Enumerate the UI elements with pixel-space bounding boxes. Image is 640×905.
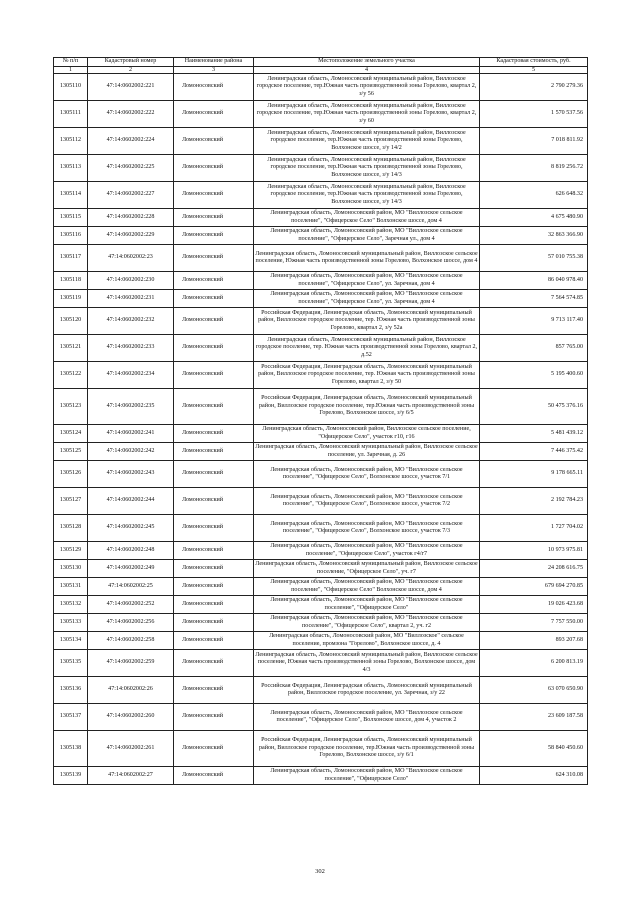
cadastral-number-cell: 47:14:0602002:232 <box>88 308 174 335</box>
cadastral-number-cell: 47:14:0602002:227 <box>88 182 174 209</box>
district-cell: Ломоносовский <box>174 245 254 272</box>
table-row <box>54 101 588 128</box>
location-cell: Ленинградская область, Ломоносовский район, МО "Виллозское сельское поселение", "Офицерское Село" <box>254 596 480 614</box>
cadastral-value-cell: 626 648.32 <box>480 182 588 209</box>
row-number-cell: 1305126 <box>54 461 88 488</box>
cadastral-value-cell: 24 208 616.75 <box>480 560 588 578</box>
cadastral-number-cell: 47:14:0602002:27 <box>88 767 174 785</box>
district-cell: Ломоносовский <box>174 542 254 560</box>
district-cell: Ломоносовский <box>174 704 254 731</box>
table-row <box>54 596 588 614</box>
cadastral-number-cell: 47:14:0602002:245 <box>88 515 174 542</box>
table-row <box>54 272 588 290</box>
cadastral-value-cell: 2 192 784.23 <box>480 488 588 515</box>
location-cell: Ленинградская область, Ломоносовский район, МО "Виллозское сельское поселение", "Офицерское Село", ул. Заречная, дом 4 <box>254 290 480 308</box>
district-cell: Ломоносовский <box>174 209 254 227</box>
location-cell: Российская Федерация, Ленинградская область, Ломоносовский муниципальный район, Виллозское городское поселение, тер.Южная часть производственной зоны Горелово, Волхонское шоссе, з/у 6/5 <box>254 389 480 425</box>
table-row <box>54 443 588 461</box>
row-number-cell: 1305117 <box>54 245 88 272</box>
row-number-cell: 1305125 <box>54 443 88 461</box>
table-row <box>54 488 588 515</box>
row-number-cell: 1305133 <box>54 614 88 632</box>
location-cell: Ленинградская область, Ломоносовский район, МО "Виллозское сельское поселение", "Офицерское Село", ул. Заречная, дом 4 <box>254 272 480 290</box>
cadastral-number-cell: 47:14:0602002:248 <box>88 542 174 560</box>
location-cell: Ленинградская область, Ломоносовский район, МО "Виллозское сельское поселение", "Офицерское Село", Волхонское шоссе, участок 7/2 <box>254 488 480 515</box>
table-row <box>54 209 588 227</box>
cadastral-number-cell: 47:14:0602002:244 <box>88 488 174 515</box>
district-cell: Ломоносовский <box>174 101 254 128</box>
cadastral-value-cell: 1 570 537.56 <box>480 101 588 128</box>
cadastral-value-cell: 63 070 650.90 <box>480 677 588 704</box>
location-cell: Ленинградская область, Ломоносовский район, МО "Виллозское сельское поселение", "Офицерское Село" Волхонское шоссе, дом 4 <box>254 578 480 596</box>
page-number: 302 <box>315 868 325 875</box>
cadastral-value-cell: 4 675 480.90 <box>480 209 588 227</box>
row-number-cell: 1305110 <box>54 74 88 101</box>
cadastral-value-cell: 8 819 256.72 <box>480 155 588 182</box>
district-cell: Ломоносовский <box>174 389 254 425</box>
row-number-cell: 1305111 <box>54 101 88 128</box>
table-row <box>54 290 588 308</box>
row-number-cell: 1305118 <box>54 272 88 290</box>
table-row <box>54 308 588 335</box>
district-cell: Ломоносовский <box>174 290 254 308</box>
table-row <box>54 578 588 596</box>
row-number-cell: 1305129 <box>54 542 88 560</box>
row-number-cell: 1305121 <box>54 335 88 362</box>
cadastral-number-cell: 47:14:0602002:23 <box>88 245 174 272</box>
location-cell: Российская Федерация, Ленинградская область, Ломоносовский муниципальный район, Виллозское городское поселение, ул. Заречная, з/у 22 <box>254 677 480 704</box>
cadastral-value-cell: 10 973 975.81 <box>480 542 588 560</box>
cadastral-number-cell: 47:14:0602002:249 <box>88 560 174 578</box>
row-number-cell: 1305135 <box>54 650 88 677</box>
row-number-cell: 1305115 <box>54 209 88 227</box>
cadastral-value-cell: 857 765.00 <box>480 335 588 362</box>
table-row <box>54 155 588 182</box>
location-cell: Ленинградская область, Ломоносовский муниципальный район, Виллозское сельское поселение, Южная часть производственной зоны Горелово, Волхонское шоссе, дом 4/3 <box>254 650 480 677</box>
cadastral-value-cell: 50 475 376.16 <box>480 389 588 425</box>
district-cell: Ломоносовский <box>174 335 254 362</box>
table-row <box>54 335 588 362</box>
location-cell: Ленинградская область, Ломоносовский район, МО "Виллозское сельское поселение", "Офицерское Село", квартал 2, уч. г2 <box>254 614 480 632</box>
district-cell: Ломоносовский <box>174 767 254 785</box>
row-number-cell: 1305134 <box>54 632 88 650</box>
district-cell: Ломоносовский <box>174 425 254 443</box>
row-number-cell: 1305122 <box>54 362 88 389</box>
table-row <box>54 227 588 245</box>
cadastral-number-cell: 47:14:0602002:224 <box>88 128 174 155</box>
cadastral-value-cell: 7 757 550.00 <box>480 614 588 632</box>
table-row <box>54 128 588 155</box>
cadastral-number-cell: 47:14:0602002:229 <box>88 227 174 245</box>
row-number-cell: 1305136 <box>54 677 88 704</box>
table-row <box>54 461 588 488</box>
cadastral-value-cell: 5 195 400.60 <box>480 362 588 389</box>
district-cell: Ломоносовский <box>174 596 254 614</box>
table-row <box>54 560 588 578</box>
column-number: 5 <box>480 67 588 74</box>
district-cell: Ломоносовский <box>174 560 254 578</box>
row-number-cell: 1305132 <box>54 596 88 614</box>
header-row-number: № п/п <box>54 58 88 67</box>
district-cell: Ломоносовский <box>174 614 254 632</box>
cadastral-number-cell: 47:14:0602002:228 <box>88 209 174 227</box>
location-cell: Ленинградская область, Ломоносовский муниципальный район, Виллозское сельское поселение, "Офицерское Село", уч. г7 <box>254 560 480 578</box>
location-cell: Ленинградская область, Ломоносовский район, МО "Виллозское сельское поселение", "Офицерское Село", Волхонское шоссе, участок 7/1 <box>254 461 480 488</box>
district-cell: Ломоносовский <box>174 515 254 542</box>
table-row <box>54 182 588 209</box>
district-cell: Ломоносовский <box>174 731 254 767</box>
cadastral-number-cell: 47:14:0602002:25 <box>88 578 174 596</box>
cadastral-number-cell: 47:14:0602002:234 <box>88 362 174 389</box>
column-number: 4 <box>254 67 480 74</box>
table-row <box>54 389 588 425</box>
table-row <box>54 542 588 560</box>
location-cell: Ленинградская область, Ломоносовский район, МО "Виллозское сельское поселение", "Офицерское Село" Волхонское шоссе, дом 4 <box>254 209 480 227</box>
district-cell: Ломоносовский <box>174 488 254 515</box>
location-cell: Ленинградская область, Ломоносовский район, МО "Виллозское сельское поселение", "Офицерское Село", Волхонское шоссе, участок 7/3 <box>254 515 480 542</box>
table-header-row <box>54 58 588 67</box>
district-cell: Ломоносовский <box>174 362 254 389</box>
cadastral-value-cell: 6 200 813.19 <box>480 650 588 677</box>
table-row <box>54 74 588 101</box>
location-cell: Российская Федерация, Ленинградская область, Ломоносовский муниципальный район, Виллозское городское поселение, тер.Южная часть производственной зоны Горелово, Волхонское шоссе, з/у 6/1 <box>254 731 480 767</box>
header-cadastral-number: Кадастровый номер <box>88 58 174 67</box>
cadastral-value-cell: 9 178 665.11 <box>480 461 588 488</box>
cadastral-number-cell: 47:14:0602002:243 <box>88 461 174 488</box>
location-cell: Ленинградская область, Ломоносовский муниципальный район, Виллозское городское поселение, тер.Южная часть производственной зоны Горелово, квартал 2, з/у 60 <box>254 101 480 128</box>
row-number-cell: 1305124 <box>54 425 88 443</box>
district-cell: Ломоносовский <box>174 632 254 650</box>
location-cell: Российская Федерация, Ленинградская область, Ломоносовский муниципальный район, Виллозское городское поселение, тер. Южная часть производственной зоны Горелово, квартал 2, з/у 52а <box>254 308 480 335</box>
cadastral-number-cell: 47:14:0602002:233 <box>88 335 174 362</box>
cadastral-number-cell: 47:14:0602002:231 <box>88 290 174 308</box>
table-row <box>54 767 588 785</box>
table-row <box>54 362 588 389</box>
table-row <box>54 677 588 704</box>
district-cell: Ломоносовский <box>174 308 254 335</box>
row-number-cell: 1305119 <box>54 290 88 308</box>
column-number: 3 <box>174 67 254 74</box>
cadastral-value-table <box>53 57 588 785</box>
location-cell: Ленинградская область, Ломоносовский муниципальный район, Виллозское городское поселение, тер.Южная часть производственной зоны Горелово, Волхонское шоссе, з/у 14/3 <box>254 155 480 182</box>
header-location: Местоположение земельного участка <box>254 58 480 67</box>
location-cell: Ленинградская область, Ломоносовский район, МО "Виллозское сельское поселение", "Офицерское Село", участок г4/г7 <box>254 542 480 560</box>
district-cell: Ломоносовский <box>174 650 254 677</box>
cadastral-number-cell: 47:14:0602002:225 <box>88 155 174 182</box>
cadastral-number-cell: 47:14:0602002:261 <box>88 731 174 767</box>
header-cadastral-value: Кадастровая стоимость, руб. <box>480 58 588 67</box>
cadastral-number-cell: 47:14:0602002:252 <box>88 596 174 614</box>
cadastral-value-cell: 58 840 450.60 <box>480 731 588 767</box>
location-cell: Ленинградская область, Ломоносовский район, Виллозское сельское поселение, "Офицерское Село", участок г10, г16 <box>254 425 480 443</box>
district-cell: Ломоносовский <box>174 74 254 101</box>
cadastral-number-cell: 47:14:0602002:235 <box>88 389 174 425</box>
location-cell: Ленинградская область, Ломоносовский муниципальный район, Виллозское городское поселение, тер. Южная часть производственной зоны Горелово, квартал 2, д.52 <box>254 335 480 362</box>
cadastral-value-cell: 624 310.08 <box>480 767 588 785</box>
cadastral-number-cell: 47:14:0602002:259 <box>88 650 174 677</box>
table-row <box>54 425 588 443</box>
column-number: 2 <box>88 67 174 74</box>
cadastral-value-cell: 893 207.68 <box>480 632 588 650</box>
document-page <box>53 57 587 785</box>
cadastral-value-cell: 86 040 978.40 <box>480 272 588 290</box>
cadastral-value-cell: 19 026 423.68 <box>480 596 588 614</box>
table-row <box>54 632 588 650</box>
row-number-cell: 1305139 <box>54 767 88 785</box>
cadastral-number-cell: 47:14:0602002:221 <box>88 74 174 101</box>
row-number-cell: 1305128 <box>54 515 88 542</box>
cadastral-value-cell: 1 727 704.02 <box>480 515 588 542</box>
row-number-cell: 1305112 <box>54 128 88 155</box>
cadastral-value-cell: 32 863 366.90 <box>480 227 588 245</box>
cadastral-value-cell: 679 694 270.85 <box>480 578 588 596</box>
cadastral-value-cell: 5 481 439.12 <box>480 425 588 443</box>
row-number-cell: 1305130 <box>54 560 88 578</box>
location-cell: Ленинградская область, Ломоносовский муниципальный район, Виллозское городское поселение, тер.Южная часть производственной зоны Горелово, квартал 2, з/у 56 <box>254 74 480 101</box>
cadastral-number-cell: 47:14:0602002:260 <box>88 704 174 731</box>
location-cell: Ленинградская область, Ломоносовский район, МО "Виллозское сельское поселение", "Офицерское Село", Заречная ул., дом 4 <box>254 227 480 245</box>
table-row <box>54 704 588 731</box>
table-row <box>54 731 588 767</box>
district-cell: Ломоносовский <box>174 272 254 290</box>
cadastral-number-cell: 47:14:0602002:242 <box>88 443 174 461</box>
location-cell: Ленинградская область, Ломоносовский район, МО "Виллозское" сельское поселение, промзона "Горелово", Волхонское шоссе, д. 4 <box>254 632 480 650</box>
row-number-cell: 1305137 <box>54 704 88 731</box>
table-row <box>54 245 588 272</box>
cadastral-value-cell: 7 564 574.85 <box>480 290 588 308</box>
cadastral-number-cell: 47:14:0602002:26 <box>88 677 174 704</box>
district-cell: Ломоносовский <box>174 677 254 704</box>
table-body <box>54 74 588 785</box>
table-row <box>54 614 588 632</box>
district-cell: Ломоносовский <box>174 578 254 596</box>
location-cell: Ленинградская область, Ломоносовский муниципальный район, Виллозское сельское поселение, ул. Заречная, д. 26 <box>254 443 480 461</box>
header-district: Наименование района <box>174 58 254 67</box>
district-cell: Ломоносовский <box>174 128 254 155</box>
cadastral-value-cell: 23 609 187.58 <box>480 704 588 731</box>
column-numbers-row <box>54 67 588 74</box>
cadastral-number-cell: 47:14:0602002:222 <box>88 101 174 128</box>
column-number: 1 <box>54 67 88 74</box>
district-cell: Ломоносовский <box>174 461 254 488</box>
row-number-cell: 1305113 <box>54 155 88 182</box>
cadastral-value-cell: 7 018 811.92 <box>480 128 588 155</box>
row-number-cell: 1305120 <box>54 308 88 335</box>
location-cell: Российская Федерация, Ленинградская область, Ломоносовский муниципальный район, Виллозское городское поселение, тер. Южная часть производственной зоны Горелово, квартал 2, з/у 50 <box>254 362 480 389</box>
cadastral-number-cell: 47:14:0602002:241 <box>88 425 174 443</box>
district-cell: Ломоносовский <box>174 227 254 245</box>
row-number-cell: 1305127 <box>54 488 88 515</box>
cadastral-number-cell: 47:14:0602002:230 <box>88 272 174 290</box>
district-cell: Ломоносовский <box>174 182 254 209</box>
location-cell: Ленинградская область, Ломоносовский муниципальный район, Виллозское сельское поселение, Южная часть производственной зоны Горелово, Волхонское шоссе, дом 4 <box>254 245 480 272</box>
row-number-cell: 1305131 <box>54 578 88 596</box>
row-number-cell: 1305123 <box>54 389 88 425</box>
row-number-cell: 1305114 <box>54 182 88 209</box>
cadastral-value-cell: 9 713 117.40 <box>480 308 588 335</box>
cadastral-number-cell: 47:14:0602002:256 <box>88 614 174 632</box>
location-cell: Ленинградская область, Ломоносовский муниципальный район, Виллозское городское поселение, тер.Южная часть производственной зоны Горелово, Волхонское шоссе, з/у 14/3 <box>254 182 480 209</box>
district-cell: Ломоносовский <box>174 155 254 182</box>
cadastral-value-cell: 2 790 279.36 <box>480 74 588 101</box>
row-number-cell: 1305116 <box>54 227 88 245</box>
cadastral-value-cell: 7 446 375.42 <box>480 443 588 461</box>
district-cell: Ломоносовский <box>174 443 254 461</box>
location-cell: Ленинградская область, Ломоносовский муниципальный район, Виллозское городское поселение, тер.Южная часть производственной зоны Горелово, Волхонское шоссе, з/у 14/2 <box>254 128 480 155</box>
location-cell: Ленинградская область, Ломоносовский район, МО "Виллозское сельское поселение", "Офицерское Село" <box>254 767 480 785</box>
cadastral-number-cell: 47:14:0602002:258 <box>88 632 174 650</box>
table-row <box>54 515 588 542</box>
cadastral-value-cell: 57 010 755.38 <box>480 245 588 272</box>
location-cell: Ленинградская область, Ломоносовский район, МО "Виллозское сельское поселение", "Офицерское Село", Волхонское шоссе, дом 4, участок 2 <box>254 704 480 731</box>
table-row <box>54 650 588 677</box>
row-number-cell: 1305138 <box>54 731 88 767</box>
